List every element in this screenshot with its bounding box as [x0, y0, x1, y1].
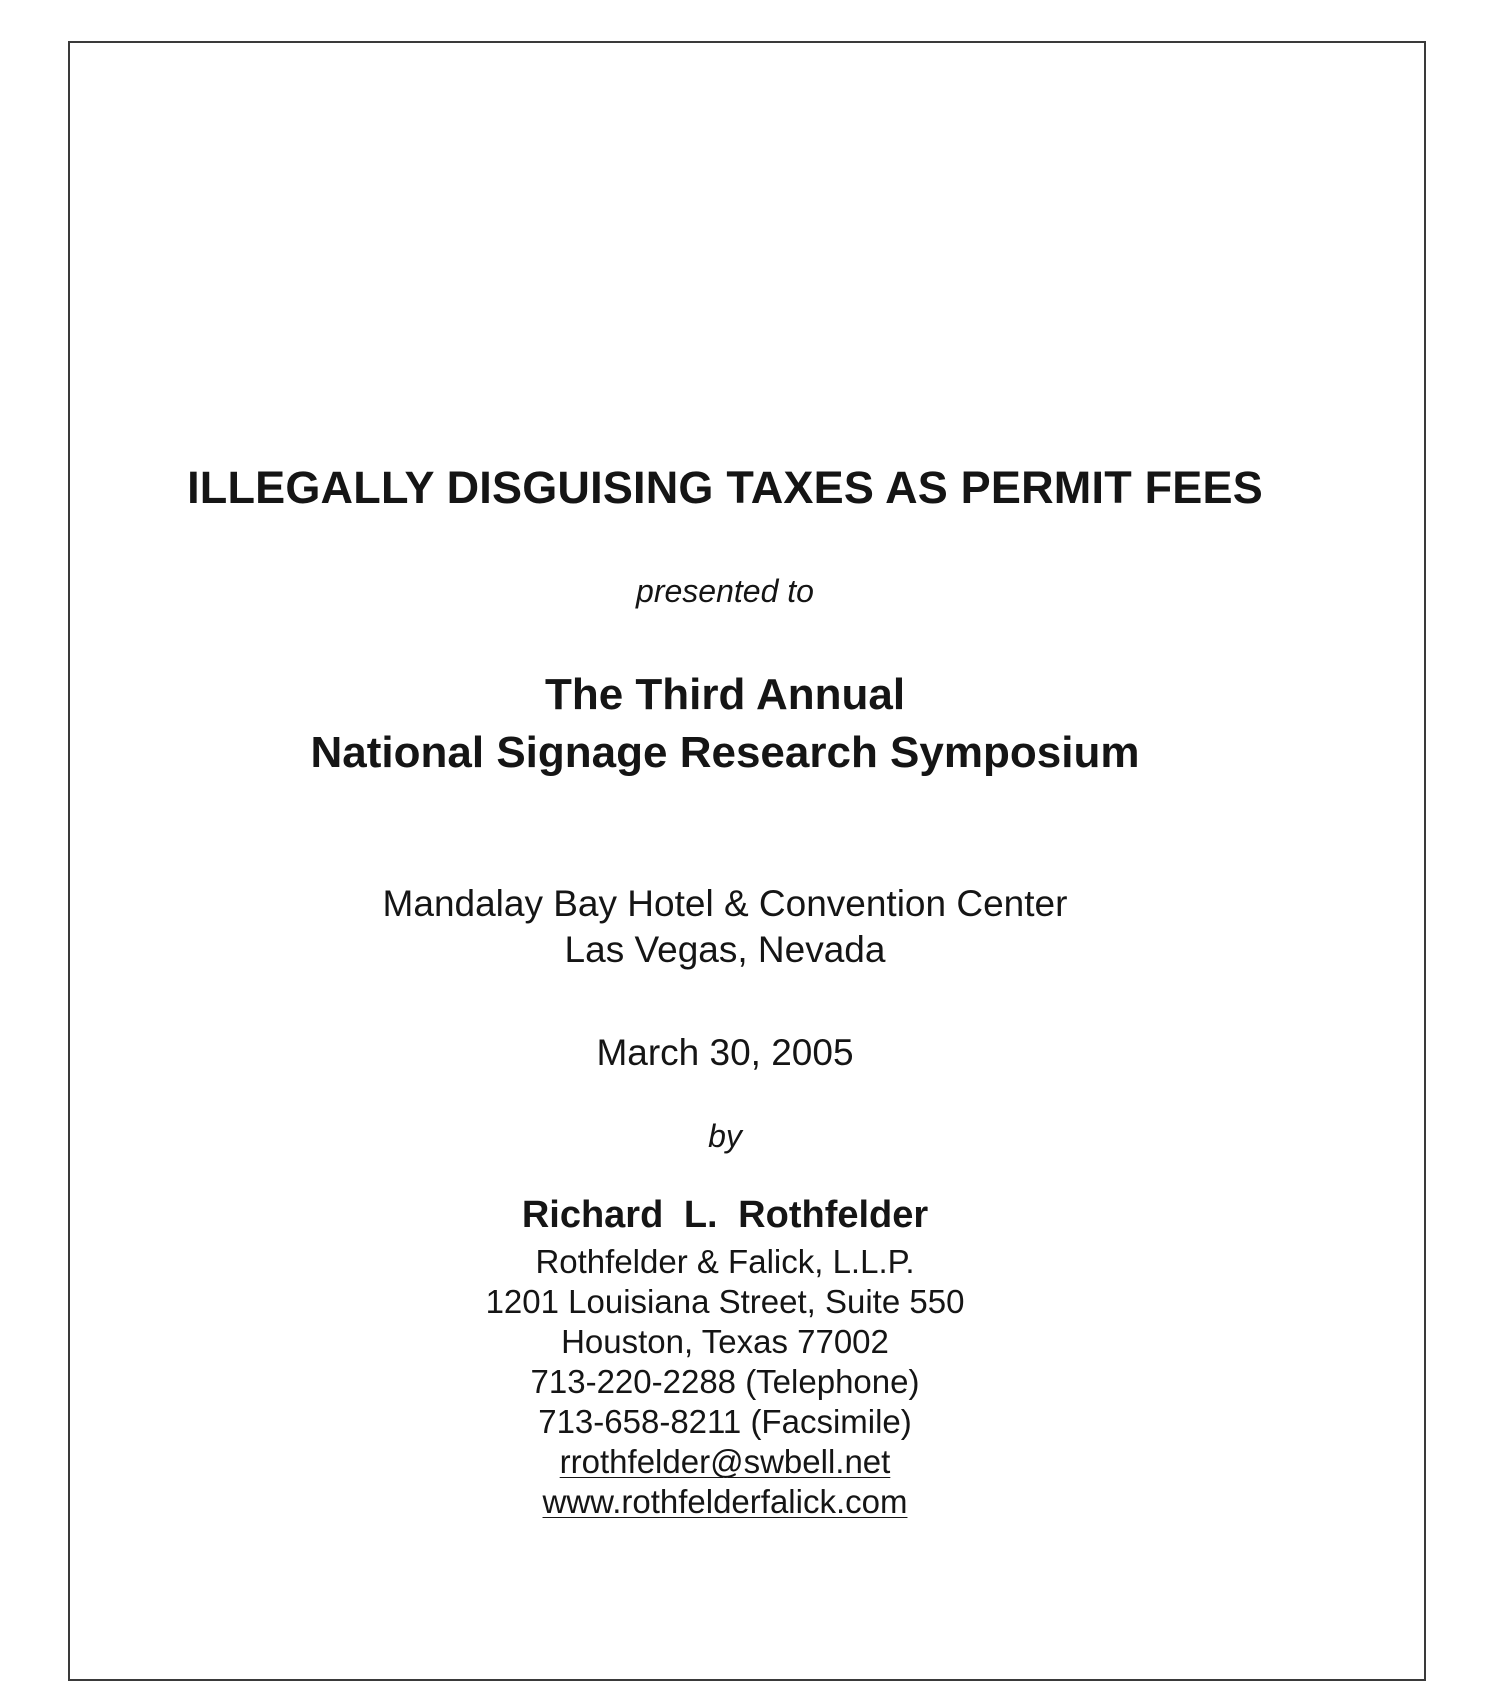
author-name: Richard L. Rothfelder	[521, 1194, 929, 1236]
event-name-line-2: National Signage Research Symposium	[310, 728, 1140, 777]
author-facsimile: 713-658-8211 (Facsimile)	[538, 1403, 912, 1440]
by-text: by	[708, 1118, 742, 1154]
event-date: March 30, 2005	[596, 1032, 854, 1073]
presented-to-text: presented to	[636, 573, 814, 609]
author-firm: Rothfelder & Falick, L.L.P.	[535, 1243, 915, 1280]
author-website-row	[0, 1483, 1450, 1521]
author-website-link[interactable]: www.rothfelderfalick.com	[542, 1483, 908, 1520]
author-street-address: 1201 Louisiana Street, Suite 550	[485, 1283, 965, 1320]
author-email-row	[0, 1443, 1450, 1481]
event-name-line-1: The Third Annual	[544, 670, 906, 719]
document-title: ILLEGALLY DISGUISING TAXES AS PERMIT FEES	[187, 462, 1263, 513]
author-city-state-zip: Houston, Texas 77002	[561, 1323, 889, 1360]
venue-name: Mandalay Bay Hotel & Convention Center	[382, 883, 1068, 924]
venue-location: Las Vegas, Nevada	[564, 929, 886, 970]
author-email-link[interactable]: rrothfelder@swbell.net	[559, 1443, 891, 1480]
author-telephone: 713-220-2288 (Telephone)	[530, 1363, 920, 1400]
